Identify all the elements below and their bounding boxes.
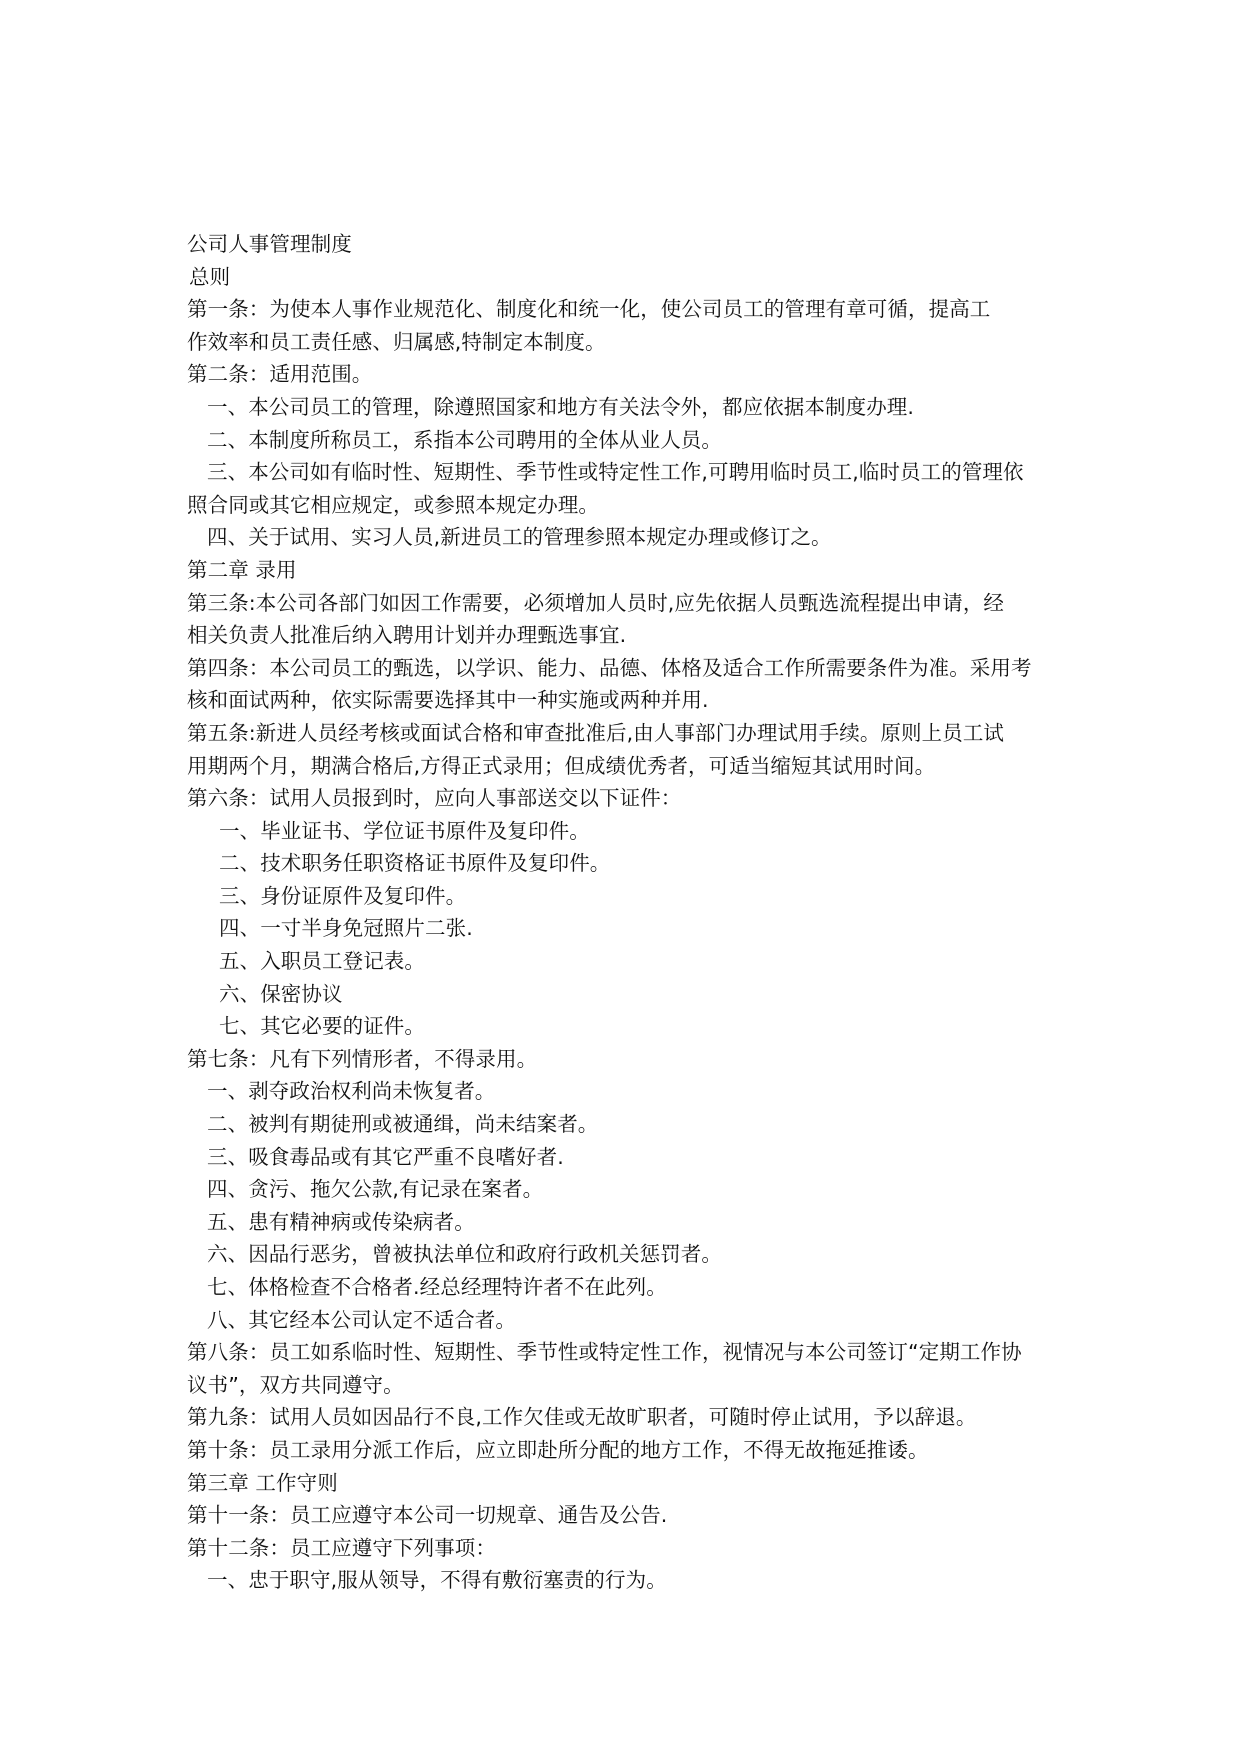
list-item: 三、吸食毒品或有其它严重不良嗜好者. [207,1144,564,1169]
article-text: 相关负责人批准后纳入聘用计划并办理甄选事宜. [187,623,627,648]
list-item: 三、本公司如有临时性、短期性、季节性或特定性工作,可聘用临时员工,临时员工的管理依 [207,460,1024,485]
list-item: 一、毕业证书、学位证书原件及复印件。 [219,818,590,843]
article-text: 第二条：适用范围。 [187,362,373,387]
list-item: 五、入职员工登记表。 [219,949,425,974]
list-item: 一、忠于职守,服从领导，不得有敷衍塞责的行为。 [207,1568,667,1593]
article-text: 第一条：为使本人事作业规范化、制度化和统一化，使公司员工的管理有章可循，提高工 [187,297,991,322]
article-text: 第十条：员工录用分派工作后，应立即赴所分配的地方工作，不得无故拖延推诿。 [187,1437,929,1462]
article-text: 第五条:新进人员经考核或面试合格和审查批准后,由人事部门办理试用手续。原则上员工试 [187,720,1005,745]
article-text: 第六条：试用人员报到时，应向人事部送交以下证件： [187,786,682,811]
list-item: 五、患有精神病或传染病者。 [207,1209,475,1234]
article-text: 第九条：试用人员如因品行不良,工作欠佳或无故旷职者，可随时停止试用，予以辞退。 [187,1405,977,1430]
article-text: 第七条：凡有下列情形者，不得录用。 [187,1046,538,1071]
list-item: 八、其它经本公司认定不适合者。 [207,1307,516,1332]
chapter-heading: 第二章 录用 [187,557,297,582]
list-item: 一、本公司员工的管理，除遵照国家和地方有关法令外，都应依据本制度办理. [207,394,915,419]
article-text: 议书”，双方共同遵守。 [187,1372,404,1397]
list-item: 二、被判有期徒刑或被通缉，尚未结案者。 [207,1112,599,1137]
list-item: 三、身份证原件及复印件。 [219,883,467,908]
list-item-continuation: 照合同或其它相应规定，或参照本规定办理。 [187,492,599,517]
article-text: 核和面试两种，依实际需要选择其中一种实施或两种并用. [187,688,709,713]
list-item: 四、一寸半身免冠照片二张. [219,916,473,941]
list-item: 六、保密协议 [219,981,343,1006]
chapter-heading: 第三章 工作守则 [187,1470,338,1495]
article-text: 第八条：员工如系临时性、短期性、季节性或特定性工作，视情况与本公司签订“定期工作协 [187,1340,1022,1365]
article-text: 第四条：本公司员工的甄选，以学识、能力、品德、体格及适合工作所需要条件为准。采用考 [187,655,1032,680]
list-item: 四、贪污、拖欠公款,有记录在案者。 [207,1177,544,1202]
list-item: 二、技术职务任职资格证书原件及复印件。 [219,851,611,876]
document-body [187,228,1057,1597]
list-item: 七、其它必要的证件。 [219,1014,425,1039]
section-heading: 总则 [189,264,231,289]
article-text: 第十一条：员工应遵守本公司一切规章、通告及公告. [187,1503,668,1528]
list-item: 六、因品行恶劣，曾被执法单位和政府行政机关惩罚者。 [207,1242,722,1267]
article-text: 第十二条：员工应遵守下列事项： [187,1535,496,1560]
article-text: 作效率和员工责任感、归属感,特制定本制度。 [187,329,606,354]
list-item: 一、剥夺政治权利尚未恢复者。 [207,1079,496,1104]
list-item: 四、关于试用、实习人员,新进员工的管理参照本规定办理或修订之。 [207,525,832,550]
list-item: 二、本制度所称员工，系指本公司聘用的全体从业人员。 [207,427,722,452]
document-title: 公司人事管理制度 [187,232,352,256]
article-text: 第三条:本公司各部门如因工作需要，必须增加人员时,应先依据人员甄选流程提出申请，经 [187,590,1005,615]
article-text: 用期两个月，期满合格后,方得正式录用；但成绩优秀者，可适当缩短其试用时间。 [187,753,936,778]
list-item: 七、体格检查不合格者.经总经理特许者不在此列。 [207,1275,667,1299]
